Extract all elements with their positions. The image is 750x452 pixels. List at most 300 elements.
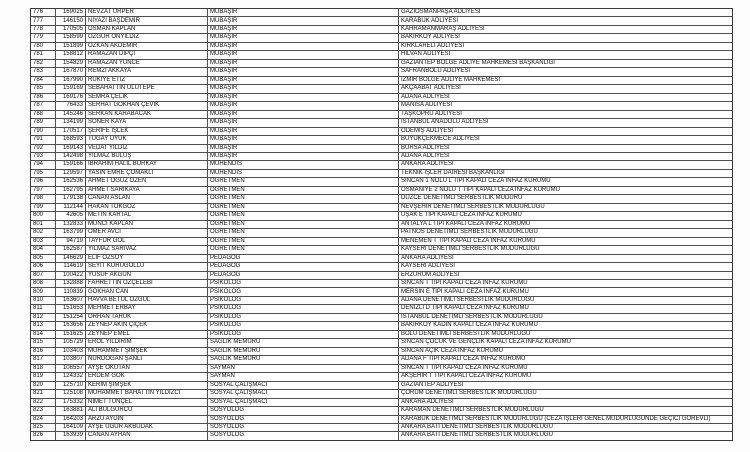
title-cell: PSİKOLOG	[208, 280, 399, 287]
row-number-cell: 821	[31, 390, 56, 397]
row-number-cell: 814	[31, 331, 56, 338]
assignment-cell: ÖDEMİŞ ADLİYESİ	[401, 127, 454, 134]
table-row	[31, 229, 732, 237]
row-number-cell: 807	[31, 272, 56, 279]
registry-no-cell: 151625	[56, 331, 86, 338]
table-row	[31, 68, 732, 76]
assignment-cell: ADANA ADLİYESİ	[401, 93, 450, 100]
title-cell: MÜBAŞİR	[208, 17, 399, 24]
title-cell: SOSYOLOG	[208, 424, 399, 431]
name-cell: SERHAT GÖKHAN ÇEVİK	[86, 102, 208, 109]
name-cell: ARZU AYDIN	[86, 416, 208, 423]
registry-no-cell: 112144	[56, 204, 86, 211]
title-cell: SAYMAN	[208, 365, 399, 372]
name-cell: VEDAT YILDIZ	[86, 145, 208, 152]
assignment-cell: TAŞKÖPRÜ ADLİYESİ	[401, 110, 462, 117]
registry-no-cell: 162587	[56, 246, 86, 253]
table-row	[31, 195, 732, 203]
title-cell: MÜHENDİS	[208, 161, 399, 168]
name-cell: YILMAZ SARIVAZ	[86, 246, 208, 253]
assignment-cell: SİNCAN AÇIK CEZA İNFAZ KURUMU	[401, 347, 504, 354]
row-number-cell: 791	[31, 136, 56, 143]
name-cell: KERİM ŞİMŞEK	[86, 382, 208, 389]
registry-no-cell: 132833	[56, 221, 86, 228]
assignment-cell: AKÇAABAT ADLİYESİ	[401, 85, 461, 92]
table-row	[31, 280, 732, 288]
registry-no-cell: 146629	[56, 255, 86, 262]
table-row	[31, 348, 732, 356]
registry-no-cell: 146150	[56, 17, 86, 24]
registry-no-cell: 163656	[56, 322, 86, 329]
name-cell: EROL YILDIRIM	[86, 339, 208, 346]
title-cell: ÖĞRETMEN	[208, 229, 399, 236]
name-cell: FAHRETTİN ÖZÇELEBİ	[86, 280, 208, 287]
name-cell: İBRAHİM HALİL BURKAY	[86, 161, 208, 168]
row-number-cell: 819	[31, 373, 56, 380]
name-cell: METİN KARTAL	[86, 212, 208, 219]
assignment-cell: KARAMAN DENETİMLİ SERBESTLİK MÜDÜRLÜĞÜ	[401, 407, 544, 414]
table-row	[31, 416, 732, 424]
table-row	[31, 246, 732, 254]
name-cell: ZEYNEP AKIN ÇİÇEK	[86, 322, 208, 329]
assignment-cell: GAZİANTEP ADLİYESİ	[401, 381, 464, 388]
registry-no-cell: 170517	[56, 128, 86, 135]
row-number-cell: 806	[31, 263, 56, 270]
title-cell: MÜBAŞİR	[208, 68, 399, 75]
table-row	[31, 77, 732, 85]
row-number-cell: 788	[31, 111, 56, 118]
assignment-cell: BOLU DENETİMLİ SERBESTLİK MÜDÜRLÜĞÜ	[401, 330, 531, 337]
title-cell: MÜBAŞİR	[208, 9, 399, 16]
name-cell: RAMAZAN DİPÇİ	[86, 51, 208, 58]
name-cell: CANAN ASLAN	[86, 195, 208, 202]
assignment-cell: ERZURUM ADLİYESİ	[401, 271, 460, 278]
table-row	[31, 263, 732, 271]
title-cell: SOSYOLOG	[208, 407, 399, 414]
row-number-cell: 803	[31, 238, 56, 245]
name-cell: ORHAN TARUK	[86, 314, 208, 321]
title-cell: SOSYAL ÇALIŞMACI	[208, 399, 399, 406]
registry-no-cell: 163881	[56, 407, 86, 414]
table-row	[31, 221, 732, 229]
personnel-assignment-table	[30, 8, 733, 441]
assignment-cell: ANKARA BATI DENETİMLİ SERBESTLİK MÜDÜRLÜĞÜ	[401, 432, 553, 439]
registry-no-cell: 163939	[56, 432, 86, 439]
row-number-cell: 823	[31, 407, 56, 414]
row-number-cell: 810	[31, 297, 56, 304]
table-row	[31, 145, 732, 153]
assignment-cell: OSMANİYE 2 NOLU T TİPİ KAPALI CEZA İNFAZ KURUMU	[401, 186, 560, 193]
assignment-cell: İZMİR BÖLGE ADLİYE MAHKEMESİ	[401, 76, 501, 83]
table-row	[31, 314, 732, 322]
assignment-cell: KAHRAMANMARAŞ ADLİYESİ	[401, 25, 485, 32]
name-cell: YILMAZ BULUŞ	[86, 153, 208, 160]
assignment-cell: BURSA ADLİYESİ	[401, 144, 450, 151]
name-cell: SERKAN KARABACAK	[86, 111, 208, 118]
name-cell: MUHAMMET BAHATTİN YILDIZCI	[86, 390, 208, 397]
title-cell: MÜBAŞİR	[208, 145, 399, 152]
title-cell: PEDAGOG	[208, 272, 399, 279]
registry-no-cell: 151254	[56, 314, 86, 321]
row-number-cell: 805	[31, 255, 56, 262]
table-row	[31, 170, 732, 178]
title-cell: SOSYAL ÇALIŞMACI	[208, 390, 399, 397]
name-cell: YASİN EMRE ÇOMAKLI	[86, 170, 208, 177]
title-cell: ÖĞRETMEN	[208, 178, 399, 185]
registry-no-cell: 162536	[56, 178, 86, 185]
name-cell: SEBAHATTİN ULUTEPE	[86, 85, 208, 92]
name-cell: CANAN AYHAN	[86, 432, 208, 439]
registry-no-cell: 154829	[56, 60, 86, 67]
name-cell: AHMET SARIKAYA	[86, 187, 208, 194]
row-number-cell: 808	[31, 280, 56, 287]
name-cell: GÖKHAN CAN	[86, 288, 208, 295]
table-row	[31, 119, 732, 127]
table-row	[31, 60, 732, 68]
table-row	[31, 26, 732, 34]
assignment-cell: MANİSA ADLİYESİ	[401, 102, 453, 109]
assignment-cell: KAYSERİ ADLİYESİ	[401, 263, 455, 270]
registry-no-cell: 169176	[56, 94, 86, 101]
title-cell: PSİKOLOG	[208, 288, 399, 295]
row-number-cell: 798	[31, 195, 56, 202]
table-row	[31, 178, 732, 186]
registry-no-cell: 158812	[56, 51, 86, 58]
registry-no-cell: 124332	[56, 373, 86, 380]
assignment-cell: BAKIRKÖY ADLİYESİ	[401, 34, 460, 41]
registry-no-cell: 76433	[56, 102, 86, 109]
registry-no-cell: 151899	[56, 43, 86, 50]
name-cell: ÖMER AVCI	[86, 229, 208, 236]
assignment-cell: İSTANBUL ANADOLU ADLİYESİ	[401, 119, 489, 126]
registry-no-cell: 179138	[56, 195, 86, 202]
table-row	[31, 407, 732, 415]
registry-no-cell: 125710	[56, 382, 86, 389]
registry-no-cell: 100422	[56, 272, 86, 279]
title-cell: PSİKOLOG	[208, 331, 399, 338]
assignment-cell: PATNOS DENETİMLİ SERBESTLİK MÜDÜRLÜĞÜ	[401, 229, 538, 236]
table-row	[31, 94, 732, 102]
name-cell: AHMET OĞUZ ÖZEN	[86, 178, 208, 185]
table-row	[31, 34, 732, 42]
table-row	[31, 365, 732, 373]
registry-no-cell: 105729	[56, 339, 86, 346]
row-number-cell: 815	[31, 339, 56, 346]
assignment-cell: KARABÜK DENETİMLİ SERBESTLİK MÜDÜRLÜĞÜ (CEZA İŞLERİ GENEL MÜDÜRLÜĞÜNDE GEÇİCİ GÖREVLİ)	[401, 415, 711, 422]
title-cell: ÖĞRETMEN	[208, 221, 399, 228]
table-row	[31, 305, 732, 313]
registry-no-cell: 163799	[56, 229, 86, 236]
row-number-cell: 790	[31, 128, 56, 135]
registry-no-cell: 167870	[56, 68, 86, 75]
title-cell: SAĞLIK MEMURU	[208, 339, 399, 346]
table-row	[31, 339, 732, 347]
title-cell: ÖĞRETMEN	[208, 246, 399, 253]
title-cell: PSİKOLOG	[208, 314, 399, 321]
title-cell: MÜBAŞİR	[208, 128, 399, 135]
title-cell: MÜBAŞİR	[208, 111, 399, 118]
name-cell: ÖZKAN AKDEMİR	[86, 43, 208, 50]
row-number-cell: 795	[31, 170, 56, 177]
registry-no-cell: 159166	[56, 161, 86, 168]
table-row	[31, 288, 732, 296]
assignment-cell: SİNCAN 1 NOLU L TİPİ KAPALI CEZA İNFAZ KURUMU	[401, 178, 551, 185]
assignment-cell: SAFRANBOLU ADLİYESİ	[401, 68, 471, 75]
title-cell: MÜBAŞİR	[208, 43, 399, 50]
title-cell: MÜBAŞİR	[208, 85, 399, 92]
title-cell: SAĞLIK MEMURU	[208, 356, 399, 363]
assignment-cell: KIRKLARELİ ADLİYESİ	[401, 42, 465, 49]
title-cell: MÜBAŞİR	[208, 60, 399, 67]
row-number-cell: 826	[31, 432, 56, 439]
registry-no-cell: 163607	[56, 297, 86, 304]
name-cell: NİMET TUNÇEL	[86, 399, 208, 406]
title-cell: ÖĞRETMEN	[208, 212, 399, 219]
row-number-cell: 783	[31, 68, 56, 75]
title-cell: SOSYOLOG	[208, 432, 399, 439]
row-number-cell: 818	[31, 365, 56, 372]
registry-no-cell: 114619	[56, 263, 86, 270]
assignment-cell: DENİZLİ D TİPİ KAPALI CEZA İNFAZ KURUMU	[401, 305, 529, 312]
row-number-cell: 804	[31, 246, 56, 253]
assignment-cell: ANKARA BATI DENETİMLİ SERBESTLİK MÜDÜRLÜĞÜ	[401, 424, 553, 430]
assignment-cell: DÜZCE DENETİMLİ SERBESTLİK MÜDÜRÜ	[401, 195, 523, 202]
table-row	[31, 390, 732, 398]
row-number-cell: 792	[31, 145, 56, 152]
title-cell: MÜBAŞİR	[208, 34, 399, 41]
registry-no-cell: 110839	[56, 288, 86, 295]
table-row	[31, 161, 732, 169]
name-cell: SONER KAYA	[86, 119, 208, 126]
title-cell: SAĞLIK MEMURU	[208, 348, 399, 355]
assignment-cell: ADANA F TİPİ KAPALI CEZA İNFAZ KURUMU	[401, 356, 526, 363]
title-cell: ÖĞRETMEN	[208, 204, 399, 211]
row-number-cell: 781	[31, 51, 56, 58]
title-cell: MÜBAŞİR	[208, 77, 399, 84]
title-cell: MÜBAŞİR	[208, 102, 399, 109]
name-cell: SEYİT KURUGÖLLÜ	[86, 263, 208, 270]
name-cell: MÜNCİ KAPLAN	[86, 221, 208, 228]
registry-no-cell: 106557	[56, 365, 86, 372]
title-cell: PSİKOLOG	[208, 297, 399, 304]
assignment-cell: SİNCAN T TİPİ KAPALI CEZA İNFAZ KURUMU	[401, 280, 528, 287]
table-row	[31, 424, 732, 432]
assignment-cell: BÜYÜKÇEKMECE ADLİYESİ	[401, 136, 480, 143]
row-number-cell: 813	[31, 322, 56, 329]
name-cell: ŞERİFE İŞLEK	[86, 128, 208, 135]
assignment-cell: İSTANBUL DENETİMLİ SERBESTLİK MÜDÜRLÜĞÜ	[401, 313, 543, 320]
name-cell: TUGAY UYUK	[86, 136, 208, 143]
table-row	[31, 255, 732, 263]
assignment-cell: GAZİOSMANPAŞA ADLİYESİ	[401, 9, 481, 16]
row-number-cell: 800	[31, 212, 56, 219]
row-number-cell: 817	[31, 356, 56, 363]
row-number-cell: 825	[31, 424, 56, 431]
table-row	[31, 17, 732, 25]
registry-no-cell: 129597	[56, 170, 86, 177]
table-row	[31, 136, 732, 144]
name-cell: NİYAZİ BAŞDEMİR	[86, 17, 208, 24]
table-row	[31, 85, 732, 93]
row-number-cell: 778	[31, 26, 56, 33]
title-cell: PSİKOLOG	[208, 322, 399, 329]
table-row	[31, 51, 732, 59]
assignment-cell: SİNCAN T TİPİ KAPALI CEZA İNFAZ KURUMU	[401, 364, 528, 371]
name-cell: NURDOĞAN ŞANLI	[86, 356, 208, 363]
title-cell: ÖĞRETMEN	[208, 187, 399, 194]
assignment-cell: KARABÜK ADLİYESİ	[401, 17, 459, 24]
table-row	[31, 382, 732, 390]
assignment-cell: ADANA DENETİMLİ SERBESTLİK MÜDÜRLÜĞÜ	[401, 296, 535, 303]
name-cell: MUHAMMET ŞİMŞEK	[86, 348, 208, 355]
title-cell: MÜBAŞİR	[208, 51, 399, 58]
assignment-cell: KAYSERİ DENETİMLİ SERBESTLİK MÜDÜRLÜĞÜ	[401, 246, 540, 253]
title-cell: ÖĞRETMEN	[208, 238, 399, 245]
name-cell: MEHMET ERBAY	[86, 305, 208, 312]
row-number-cell: 801	[31, 221, 56, 228]
assignment-cell: SİNCAN ÇOCUK VE GENÇLİK KAPALI CEZA İNFAZ KURUMU	[401, 339, 571, 346]
name-cell: HAVVA BETÜL ÖZGÜL	[86, 297, 208, 304]
title-cell: MÜBAŞİR	[208, 153, 399, 160]
table-row	[31, 212, 732, 220]
title-cell: MÜHENDİS	[208, 170, 399, 177]
row-number-cell: 776	[31, 9, 56, 16]
name-cell: NEVZAT ÜRPER	[86, 9, 208, 16]
assignment-cell: MERSİN E TİPİ KAPALI CEZA İNFAZ KURUMU	[401, 288, 529, 295]
table-row	[31, 128, 732, 136]
assignment-cell: MENEMEN T TİPİ KAPALI CEZA İNFAZ KURUMU	[401, 237, 536, 244]
registry-no-cell: 142498	[56, 153, 86, 160]
name-cell: ERDEM GÖK	[86, 373, 208, 380]
row-number-cell: 779	[31, 34, 56, 41]
row-number-cell: 793	[31, 153, 56, 160]
title-cell: MÜBAŞİR	[208, 136, 399, 143]
title-cell: PEDAGOG	[208, 263, 399, 270]
table-row	[31, 272, 732, 280]
registry-no-cell: 134199	[56, 119, 86, 126]
title-cell: SOSYAL ÇALIŞMACI	[208, 382, 399, 389]
table-row	[31, 111, 732, 119]
registry-no-cell: 159169	[56, 85, 86, 92]
name-cell: OSMAN KAPLAN	[86, 26, 208, 33]
assignment-cell: BAKIRKÖY KADIN KAPALI CEZA İNFAZ KURUMU	[401, 322, 538, 329]
table-row	[31, 153, 732, 161]
row-number-cell: 824	[31, 416, 56, 423]
row-number-cell: 820	[31, 382, 56, 389]
row-number-cell: 811	[31, 305, 56, 312]
assignment-cell: GAZİANTEP BÖLGE ADLİYE MAHKEMESİ BAŞKANLIĞI	[401, 59, 555, 66]
registry-no-cell: 125108	[56, 390, 86, 397]
assignment-cell: ANTALYA L TİPİ KAPALI CEZA İNFAZ KURUMU	[401, 220, 531, 227]
assignment-cell: AKŞEHİR T TİPİ KAPALI CEZA İNFAZ KURUMU	[401, 373, 532, 380]
assignment-cell: ANKARA ADLİYESİ	[401, 398, 454, 405]
assignment-cell: ÇORUM DENETİMLİ SERBESTLİK MÜDÜRLÜĞÜ	[401, 390, 537, 397]
table-row	[31, 432, 732, 439]
name-cell: REMZİ AKKAYA	[86, 68, 208, 75]
title-cell: SOSYOLOG	[208, 416, 399, 423]
name-cell: AYŞE UĞUR AKBUDAK	[86, 424, 208, 431]
table-row	[31, 356, 732, 364]
name-cell: ELİF ÖZSOY	[86, 255, 208, 262]
title-cell: MÜBAŞİR	[208, 94, 399, 101]
row-number-cell: 785	[31, 85, 56, 92]
title-cell: ÖĞRETMEN	[208, 195, 399, 202]
table-row	[31, 187, 732, 195]
registry-no-cell: 164203	[56, 416, 86, 423]
assignment-cell: UŞAK E TİPİ KAPALI CEZA İNFAZ KURUMU	[401, 212, 522, 219]
row-number-cell: 796	[31, 178, 56, 185]
table-row	[31, 297, 732, 305]
registry-no-cell: 103403	[56, 348, 86, 355]
row-number-cell: 789	[31, 119, 56, 126]
name-cell: RAMAZAN YÜNCE	[86, 60, 208, 67]
registry-no-cell: 169025	[56, 9, 86, 16]
registry-no-cell: 170505	[56, 26, 86, 33]
assignment-cell: ANKARA ADLİYESİ	[401, 161, 454, 168]
registry-no-cell: 103807	[56, 356, 86, 363]
registry-no-cell: 164109	[56, 424, 86, 431]
registry-no-cell: 175332	[56, 399, 86, 406]
registry-no-cell: 145246	[56, 111, 86, 118]
assignment-cell: NEVŞEHİR DENETİMLİ SERBESTLİK MÜDÜRLÜĞÜ	[401, 203, 545, 210]
row-number-cell: 777	[31, 17, 56, 24]
assignment-cell: ANKARA ADLİYESİ	[401, 254, 454, 261]
row-number-cell: 816	[31, 348, 56, 355]
row-number-cell: 786	[31, 94, 56, 101]
table-row	[31, 399, 732, 407]
row-number-cell: 802	[31, 229, 56, 236]
assignment-cell: ADANA ADLİYESİ	[401, 153, 450, 159]
name-cell: TAYFUR GÖL	[86, 238, 208, 245]
table-row	[31, 102, 732, 110]
name-cell: HAKAN TOKGÖZ	[86, 204, 208, 211]
title-cell: MÜBAŞİR	[208, 26, 399, 33]
row-number-cell: 794	[31, 161, 56, 168]
name-cell: AYŞE OKUTAN	[86, 365, 208, 372]
table-row	[31, 9, 732, 17]
name-cell: YUSUF AKGÜN	[86, 272, 208, 279]
row-number-cell: 780	[31, 43, 56, 50]
registry-no-cell: 169143	[56, 145, 86, 152]
assignment-cell: TEKNİK İŞLER DAİRESİ BAŞKANLIĞI	[401, 169, 505, 176]
row-number-cell: 782	[31, 60, 56, 67]
title-cell: SAYMAN	[208, 373, 399, 380]
title-cell: PEDAGOG	[208, 255, 399, 262]
row-number-cell: 822	[31, 399, 56, 406]
name-cell: RUKİYE ETİZ	[86, 77, 208, 84]
table-row	[31, 331, 732, 339]
table-row	[31, 322, 732, 330]
title-cell: PSİKOLOG	[208, 305, 399, 312]
title-cell: MÜBAŞİR	[208, 119, 399, 126]
table-row	[31, 43, 732, 51]
table-row	[31, 238, 732, 246]
row-number-cell: 812	[31, 314, 56, 321]
registry-no-cell: 158599	[56, 34, 86, 41]
table-row	[31, 204, 732, 212]
row-number-cell: 784	[31, 77, 56, 84]
table-row	[31, 373, 732, 381]
name-cell: ZEYNEP EMEL	[86, 331, 208, 338]
registry-no-cell: 94719	[56, 238, 86, 245]
row-number-cell: 809	[31, 288, 56, 295]
registry-no-cell: 132888	[56, 280, 86, 287]
row-number-cell: 787	[31, 102, 56, 109]
registry-no-cell: 151653	[56, 305, 86, 312]
registry-no-cell: 168593	[56, 136, 86, 143]
row-number-cell: 797	[31, 187, 56, 194]
registry-no-cell: 162795	[56, 187, 86, 194]
